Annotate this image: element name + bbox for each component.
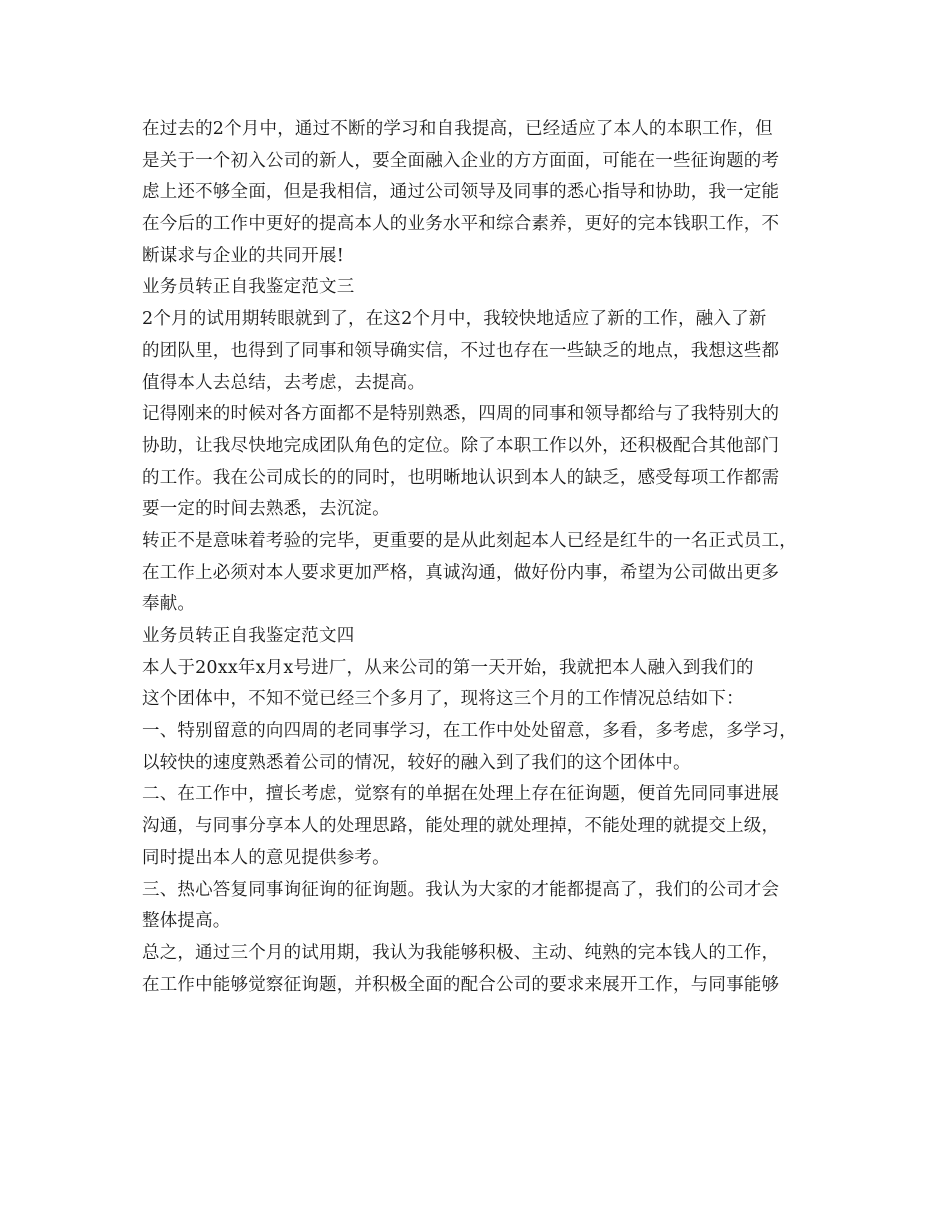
text-line: 同时提出本人的意见提供参考。 — [142, 847, 390, 868]
text-line: 以较快的速度熟悉着公司的情况，较好的融入到了我们的这个团体中。 — [142, 752, 691, 773]
text-line: 在过去的2个月中，通过不断的学习和自我提高，已经适应了本人的本职工作，但 — [142, 119, 773, 139]
text-line: 转正不是意味着考验的完毕，更重要的是从此刻起本人已经是红牛的一名正式员工， — [142, 530, 797, 551]
text-line: 的工作。我在公司成长的的同时，也明晰地认识到本人的缺乏，感受每项工作都需 — [142, 467, 780, 488]
text-line: 业务员转正自我鉴定范文四 — [142, 626, 355, 646]
text-line: 三、热心答复同事询征询的征询题。我认为大家的才能都提高了，我们的公司才会 — [142, 879, 780, 900]
text-line: 整体提高。 — [142, 911, 231, 932]
text-line: 奉献。 — [142, 594, 196, 615]
text-line: 断谋求与企业的共同开展! — [142, 245, 344, 266]
text-line: 值得本人去总结，去考虑，去提高。 — [142, 372, 426, 393]
text-line: 虑上还不够全面，但是我相信，通过公司领导及同事的悉心指导和协助，我一定能 — [142, 182, 780, 203]
document-body — [142, 114, 832, 1001]
text-line: 要一定的时间去熟悉，去沉淀。 — [142, 499, 390, 520]
text-line: 本人于20xx年x月x号进厂，从来公司的第一天开始，我就把本人融入到我们的 — [142, 657, 754, 678]
text-line: 是关于一个初入公司的新人，要全面融入企业的方方面面，可能在一些征询题的考 — [142, 150, 780, 171]
text-line: 记得刚来的时候对各方面都不是特别熟悉，四周的同事和领导都给与了我特别大的 — [142, 404, 780, 425]
text-line: 这个团体中，不知不觉已经三个多月了，现将这三个月的工作情况总结如下： — [142, 689, 744, 710]
text-line: 在工作上必须对本人要求更加严格，真诚沟通，做好份内事，希望为公司做出更多 — [142, 562, 780, 583]
text-line: 在今后的工作中更好的提高本人的业务水平和综合素养，更好的完本钱职工作，不 — [142, 214, 780, 235]
text-line: 总之，通过三个月的试用期，我认为我能够积极、主动、纯熟的完本钱人的工作， — [142, 942, 780, 963]
text-line: 二、在工作中，擅长考虑，觉察有的单据在处理上存在征询题，便首先同同事进展 — [142, 784, 780, 805]
text-line: 沟通，与同事分享本人的处理思路，能处理的就处理掉，不能处理的就提交上级， — [142, 816, 780, 837]
text-line: 协助，让我尽快地完成团队角色的定位。除了本职工作以外，还积极配合其他部门 — [142, 435, 780, 456]
text-line: 的团队里，也得到了同事和领导确实信，不过也存在一些缺乏的地点，我想这些都 — [142, 340, 780, 361]
text-line: 业务员转正自我鉴定范文三 — [142, 277, 355, 298]
text-line: 2个月的试用期转眼就到了，在这2个月中，我较快地适应了新的工作，融入了新 — [142, 309, 767, 330]
text-line: 一、特别留意的向四周的老同事学习，在工作中处处留意，多看，多考虑，多学习， — [142, 721, 797, 742]
text-line: 在工作中能够觉察征询题，并积极全面的配合公司的要求来展开工作，与同事能够 — [142, 974, 780, 995]
